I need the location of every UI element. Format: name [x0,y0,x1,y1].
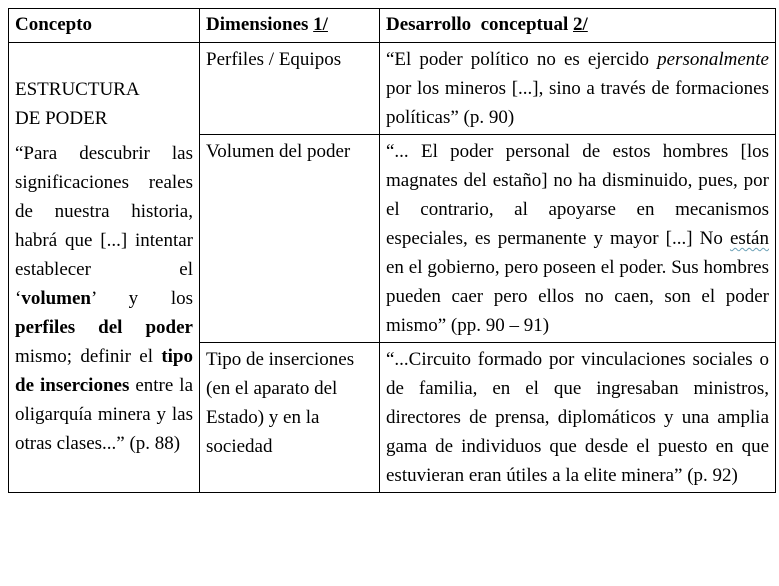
development-cell: “...Circuito formado por vinculaciones sociales o de familia, en el que ingresaban ministros, directores de prensa, diplomáticos y una amplia gama de individuos que desde el puesto en que estuvieran eran útiles a la elite minera” (p. 92) [380,343,776,493]
header-desarrollo: Desarrollo conceptual 2/ [380,9,776,43]
spellcheck-word: están [729,228,769,249]
header-dimensiones: Dimensiones 1/ [200,9,380,43]
footnote-ref-1: 1/ [313,14,328,35]
dimension-cell: Perfiles / Equipos [200,43,380,135]
concept-title: ESTRUCTURA DE PODER [15,79,140,129]
dimension-cell: Tipo de inserciones (en el aparato del Estado) y en la sociedad [200,343,380,493]
development-cell: “... El poder personal de estos hombres [los magnates del estaño] no ha disminuido, pues, por el contrario, al apoyarse en mecanismos especiales, es permanente y mayor [...] No están en el gobierno, pero poseen el poder. Sus hombres pueden caer pero ellos no caen, son el poder mismo” (pp. 90 – 91) [380,135,776,343]
header-concepto: Concepto [9,9,200,43]
concept-table [8,8,776,493]
dimension-cell: Volumen del poder [200,135,380,343]
concept-cell [9,43,200,493]
footnote-ref-2: 2/ [573,14,588,35]
development-cell: “El poder político no es ejercido personalmente por los mineros [...], sino a través de formaciones políticas” (p. 90) [380,43,776,135]
table-row [9,43,776,135]
concept-quote: “Para descubrir las significaciones reales de nuestra historia, habrá que [...] intentar establecer el ‘volumen’ y los perfiles del poder mismo; definir el tipo de inserciones entre la oligarquía minera y las otras clases...” (p. 88) [15,143,194,454]
table-header-row [9,9,776,43]
